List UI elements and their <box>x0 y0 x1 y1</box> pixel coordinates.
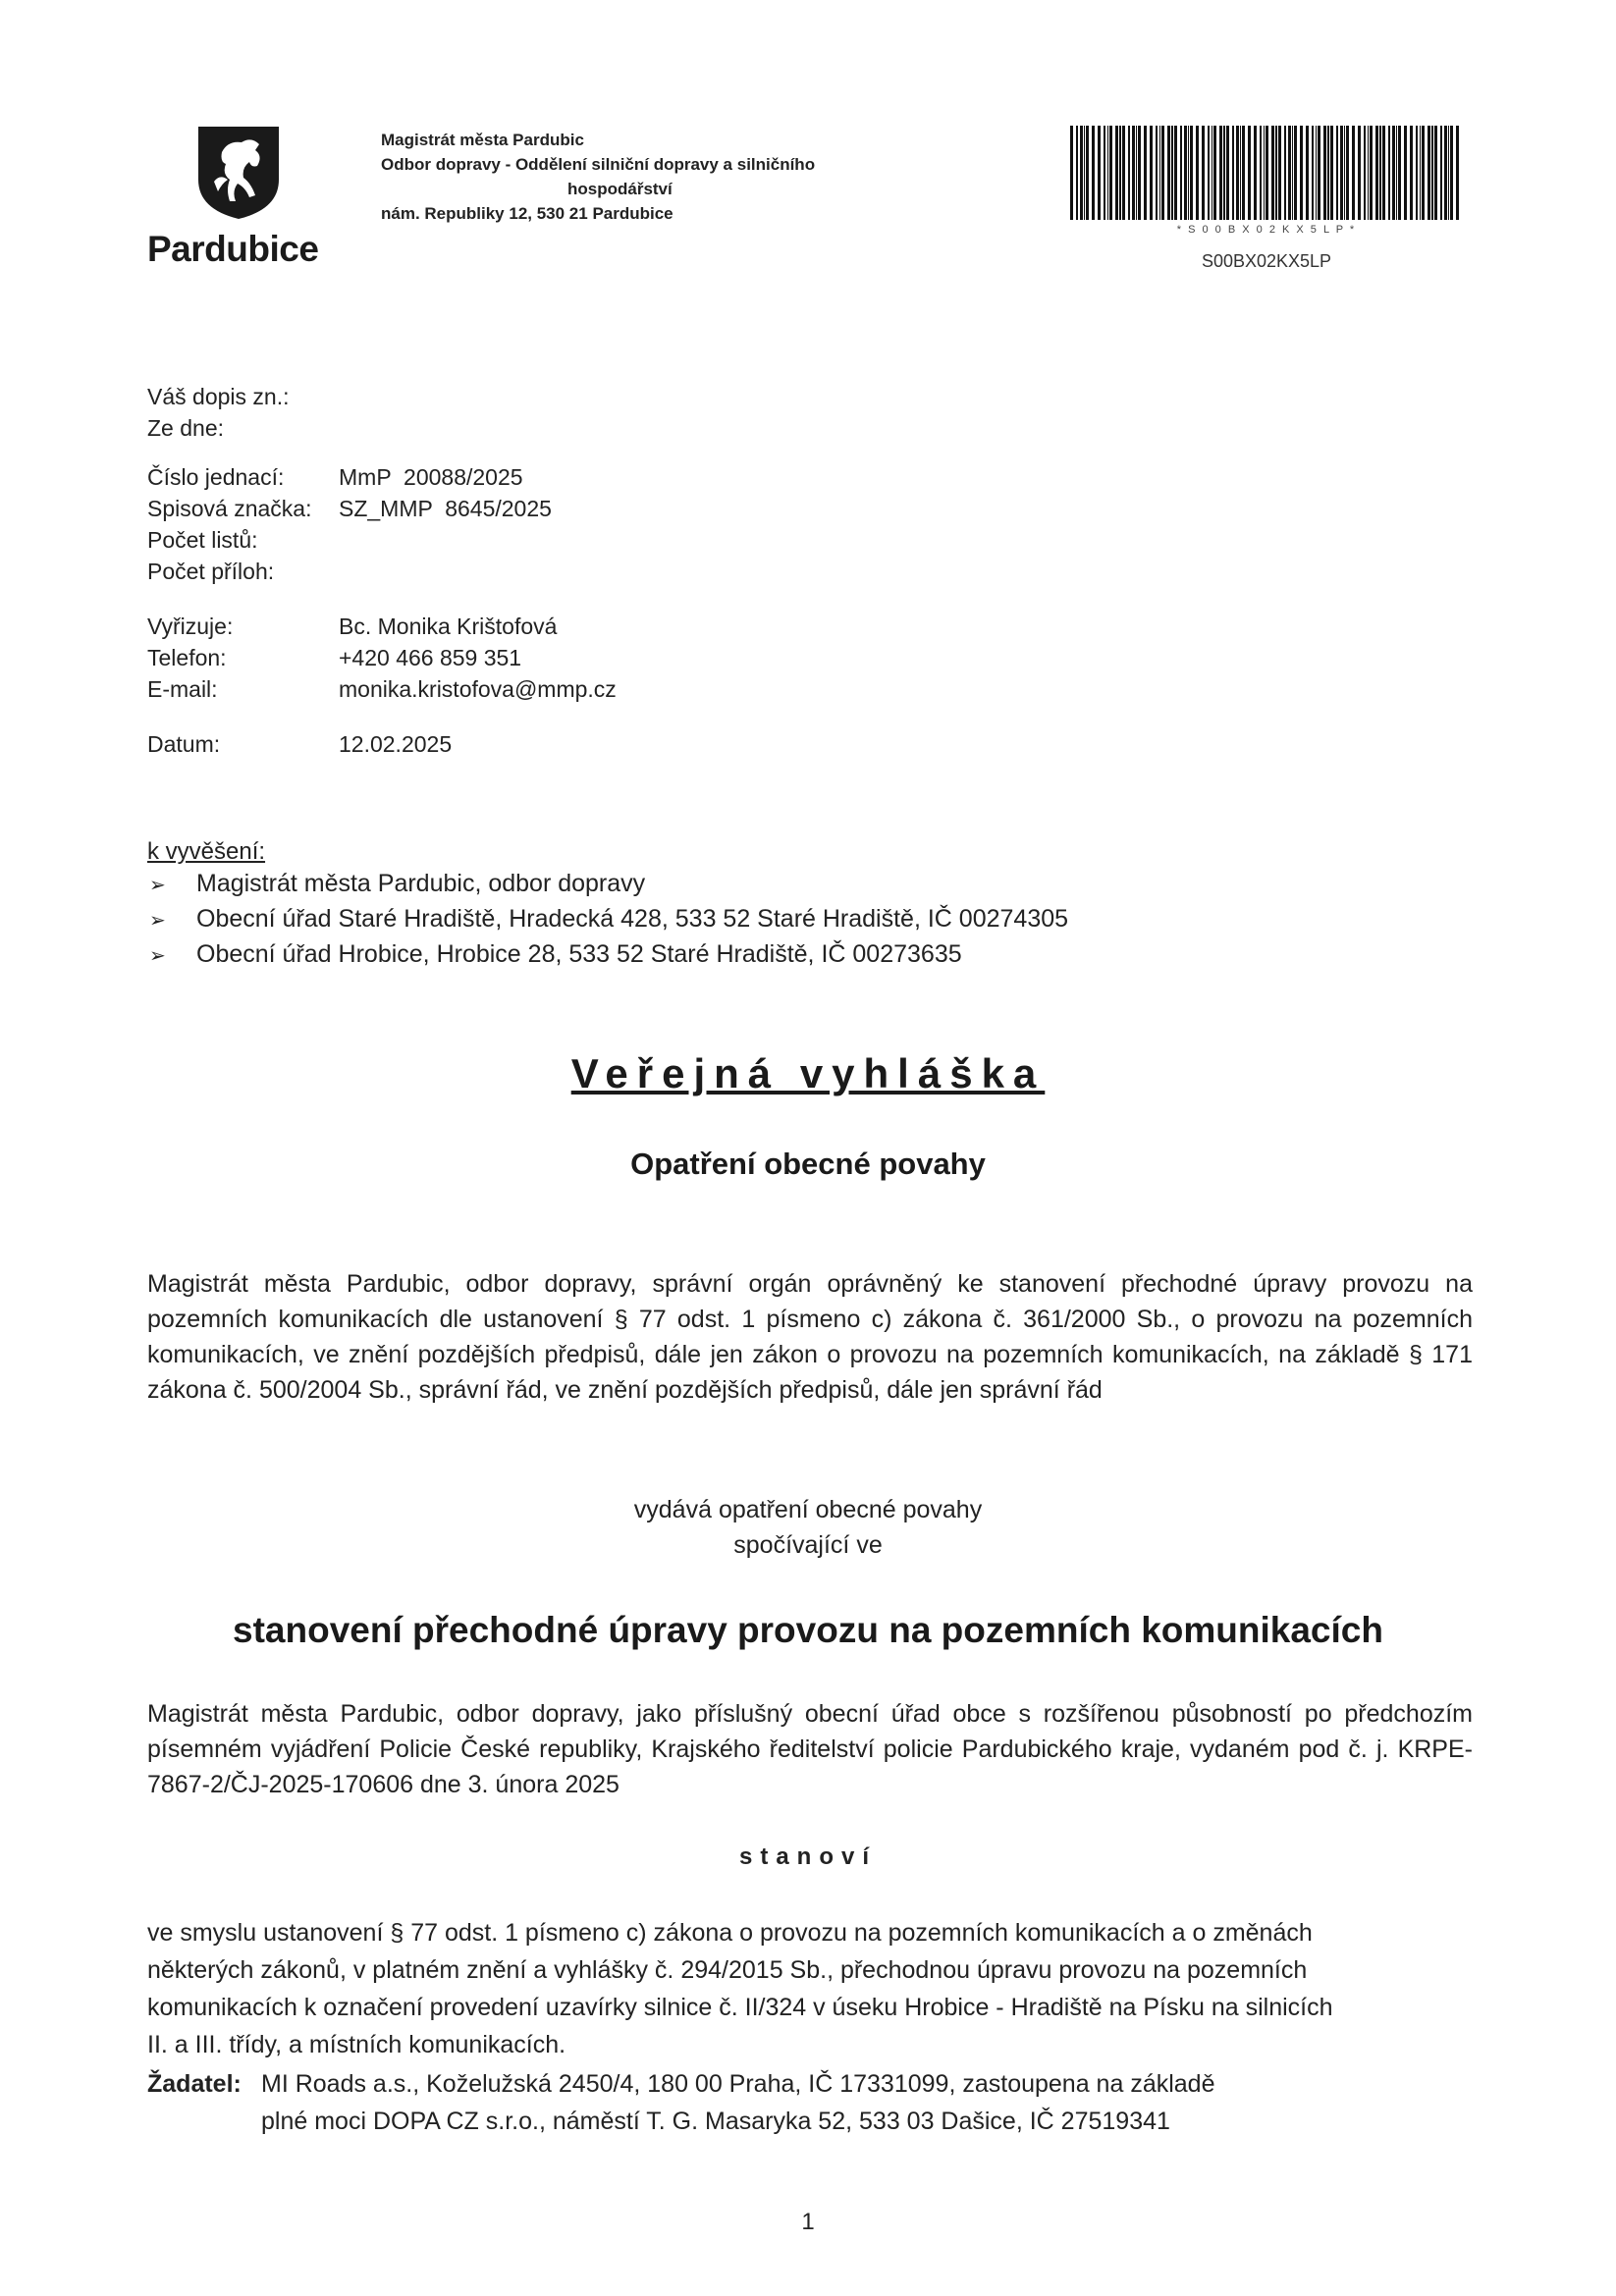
barcode-bar <box>1450 126 1453 220</box>
barcode-bar <box>1080 126 1083 220</box>
case-block <box>147 461 552 587</box>
paragraph-line: ve smyslu ustanovení § 77 odst. 1 písmeno c) zákona o provozu na pozemních komunikacích a o změnách <box>147 1919 1313 1947</box>
barcode-bar <box>1138 126 1141 220</box>
barcode-bar <box>1266 126 1268 220</box>
vyveseni-item: ➢ Obecní úřad Staré Hradiště, Hradecká 428, 533 52 Staré Hradiště, IČ 00274305 <box>149 905 1069 933</box>
barcode-bar <box>1346 126 1349 220</box>
barcode-bar <box>1398 126 1401 220</box>
datum-label: Datum: <box>147 731 221 757</box>
barcode-bar <box>1275 126 1277 220</box>
office-header <box>381 128 931 226</box>
second-paragraph: Magistrát města Pardubic, odbor dopravy, jako příslušný obecní úřad obce s rozšířenou působností po předchozím písemném vyjádření Policie České republiky, Krajského ředitelství policie Pardubického kraje, vydaném pod č. j. KRPE-7867-2/ČJ-2025-170606 dne 3. února 2025 <box>147 1700 1473 1798</box>
barcode-bar <box>1312 126 1314 220</box>
header-line: Magistrát města Pardubic <box>381 131 584 149</box>
barcode-bar <box>1264 126 1265 220</box>
barcode-bar <box>1370 126 1373 220</box>
contact-block <box>147 611 617 705</box>
barcode-bar <box>1150 126 1153 220</box>
barcode-bar <box>1340 126 1343 220</box>
barcode-bar <box>1434 126 1437 220</box>
barcode-bar <box>1136 126 1137 220</box>
barcode-bar <box>1174 126 1177 220</box>
barcode-bar <box>1294 126 1297 220</box>
barcode-bar <box>1396 126 1397 220</box>
barcode-bar <box>1375 126 1378 220</box>
barcode-bar <box>1368 126 1369 220</box>
barcode-bar <box>1084 126 1085 220</box>
barcode-bar <box>1076 126 1078 220</box>
barcode-bar <box>1232 126 1234 220</box>
datum: 12.02.2025 <box>339 731 453 757</box>
barcode-bar <box>1404 126 1407 220</box>
cislo-jednaci: MmP 20088/2025 <box>339 464 523 490</box>
barcode-bar <box>1167 126 1170 220</box>
section-heading: stanovení přechodné úpravy provozu na pozemních komunikacích <box>233 1610 1383 1650</box>
barcode-bar <box>1144 126 1147 220</box>
barcode-bar <box>1306 126 1309 220</box>
barcode-bar <box>1132 126 1135 220</box>
barcode-bar <box>1260 126 1262 220</box>
barcode-bar <box>1128 126 1130 220</box>
paragraph-line: některých zákonů, v platném znění a vyhlášky č. 294/2015 Sb., přechodnou úpravu provozu na pozemních <box>147 1956 1308 1984</box>
barcode-bar <box>1271 126 1274 220</box>
barcode-bar <box>1422 126 1425 220</box>
vyveseni-item: ➢ Magistrát města Pardubic, odbor dopravy <box>149 870 646 897</box>
barcode-bar <box>1284 126 1286 220</box>
barcode-bar <box>1292 126 1293 220</box>
barcode-bar <box>1161 126 1164 220</box>
barcode-bar <box>1364 126 1366 220</box>
barcode-bar <box>1159 126 1160 220</box>
telefon: +420 466 859 351 <box>339 645 522 670</box>
barcode-bar <box>1098 126 1101 220</box>
barcode-bar <box>1219 126 1222 220</box>
barcode-bar <box>1388 126 1390 220</box>
barcode-code: S00BX02KX5LP <box>1201 251 1332 271</box>
barcode-bar <box>1092 126 1095 220</box>
spisova-znacka-label: Spisová značka: <box>147 496 312 521</box>
barcode-bar <box>1456 126 1459 220</box>
barcode-bar <box>1122 126 1125 220</box>
barcode-bar <box>1431 126 1433 220</box>
arrow-bullet-icon: ➢ <box>149 910 166 932</box>
date-block <box>147 728 452 760</box>
header-line: Odbor dopravy - Oddělení silniční dopravy a silničního <box>381 155 816 174</box>
barcode-bar <box>1288 126 1291 220</box>
barcode-bar <box>1444 126 1447 220</box>
barcode-bar <box>1202 126 1205 220</box>
stanovi-heading: stanoví <box>738 1843 878 1870</box>
vyrizuje: Bc. Monika Krištofová <box>339 614 558 639</box>
barcode <box>1070 126 1463 220</box>
city-logo <box>147 123 334 270</box>
barcode-bar <box>1327 126 1329 220</box>
vyveseni-item: ➢ Obecní úřad Hrobice, Hrobice 28, 533 52 Staré Hradiště, IČ 00273635 <box>149 940 962 968</box>
pocet-priloh: Počet příloh: <box>147 559 275 584</box>
barcode-bar <box>1115 126 1118 220</box>
barcode-bar <box>1254 126 1257 220</box>
barcode-bar <box>1184 126 1187 220</box>
barcode-bar <box>1236 126 1239 220</box>
barcode-bar <box>1109 126 1112 220</box>
telefon-label: Telefon: <box>147 645 227 670</box>
barcode-bar <box>1223 126 1225 220</box>
barcode-bar <box>1188 126 1189 220</box>
barcode-bar <box>1196 126 1199 220</box>
barcode-bar <box>1316 126 1317 220</box>
header-line: nám. Republiky 12, 530 21 Pardubice <box>381 204 673 223</box>
intro-paragraph: Magistrát města Pardubic, odbor dopravy, správní orgán oprávněný ke stanovení přechodné úpravy provozu na pozemních komunikacích dle ustanovení § 77 odst. 1 písmeno c) zákona č. 361/2000 Sb., o provozu na pozemních komunikacích, ve znění pozdějších předpisů, dále jen zákon o provozu na pozemních komunikacích, na základě § 171 zákona č. 500/2004 Sb., správní řád, ve znění pozdějších předpisů, dále jen správní řád <box>147 1270 1473 1404</box>
barcode-bar <box>1300 126 1303 220</box>
document-title: Veřejná vyhláška <box>570 1050 1046 1096</box>
barcode-bar <box>1410 126 1413 220</box>
zadatel-line: plné moci DOPA CZ s.r.o., náměstí T. G. Masaryka 52, 533 03 Dašice, IČ 27519341 <box>261 2108 1170 2135</box>
barcode-bar <box>1416 126 1418 220</box>
barcode-bar <box>1323 126 1326 220</box>
arrow-bullet-icon: ➢ <box>149 945 166 967</box>
barcode-bar <box>1248 126 1251 220</box>
logo-text: Pardubice <box>147 229 319 269</box>
barcode-bar <box>1358 126 1361 220</box>
barcode-bar <box>1278 126 1281 220</box>
page-number: 1 <box>801 2209 815 2235</box>
barcode-bar <box>1208 126 1210 220</box>
paragraph-line: komunikacích k označení provedení uzavírky silnice č. II/324 v úseku Hrobice - Hradiště na Písku na silnicích <box>147 1994 1333 2021</box>
barcode-bar <box>1344 126 1345 220</box>
document-subtitle: Opatření obecné povahy <box>630 1147 986 1181</box>
horse-shield-icon <box>194 123 283 221</box>
barcode-bar <box>1240 126 1241 220</box>
barcode-bar <box>1330 126 1333 220</box>
barcode-bar <box>1119 126 1121 220</box>
barcode-small-text: * S 0 0 B X 0 2 K X 5 L P * <box>1176 224 1357 236</box>
arrow-bullet-icon: ➢ <box>149 875 166 896</box>
barcode-bar <box>1420 126 1421 220</box>
email: monika.kristofova@mmp.cz <box>339 676 617 702</box>
email-label: E-mail: <box>147 676 218 702</box>
header-line: hospodářství <box>567 180 673 198</box>
ze-dne: Ze dne: <box>147 415 224 441</box>
barcode-bar <box>1382 126 1385 220</box>
barcode-bar <box>1352 126 1355 220</box>
zadatel-block <box>147 2065 1214 2140</box>
vas-dopis: Váš dopis zn.: <box>147 384 290 409</box>
barcode-bar <box>1171 126 1173 220</box>
barcode-bar <box>1156 126 1158 220</box>
barcode-bar <box>1104 126 1105 220</box>
barcode-bar <box>1427 126 1430 220</box>
barcode-bar <box>1213 126 1216 220</box>
barcode-bar <box>1448 126 1449 220</box>
barcode-bar <box>1242 126 1245 220</box>
barcode-bar <box>1190 126 1193 220</box>
third-paragraph <box>147 1914 1482 2063</box>
barcode-bar <box>1070 126 1073 220</box>
zadatel-label: Žadatel: <box>147 2070 242 2098</box>
vyveseni-label: k vyvěšení: <box>147 838 266 865</box>
barcode-bar <box>1086 126 1089 220</box>
reference-block <box>147 381 289 444</box>
barcode-bar <box>1107 126 1108 220</box>
barcode-bar <box>1440 126 1442 220</box>
pocet-listu: Počet listů: <box>147 527 258 553</box>
barcode-bar <box>1379 126 1381 220</box>
zadatel-line: MI Roads a.s., Koželužská 2450/4, 180 00 Praha, IČ 17331099, zastoupena na základě <box>261 2070 1215 2098</box>
spisova-znacka: SZ_MMP 8645/2025 <box>339 496 552 521</box>
paragraph-line: II. a III. třídy, a místních komunikacích. <box>147 2031 566 2058</box>
cislo-jednaci-label: Číslo jednací: <box>147 464 285 490</box>
barcode-bar <box>1180 126 1182 220</box>
barcode-bar <box>1226 126 1229 220</box>
vydava-line-2: spočívající ve <box>733 1531 883 1559</box>
vyrizuje-label: Vyřizuje: <box>147 614 234 639</box>
barcode-bar <box>1318 126 1320 220</box>
barcode-bar <box>1336 126 1338 220</box>
vydava-line-1: vydává opatření obecné povahy <box>633 1496 983 1523</box>
barcode-bar <box>1392 126 1395 220</box>
